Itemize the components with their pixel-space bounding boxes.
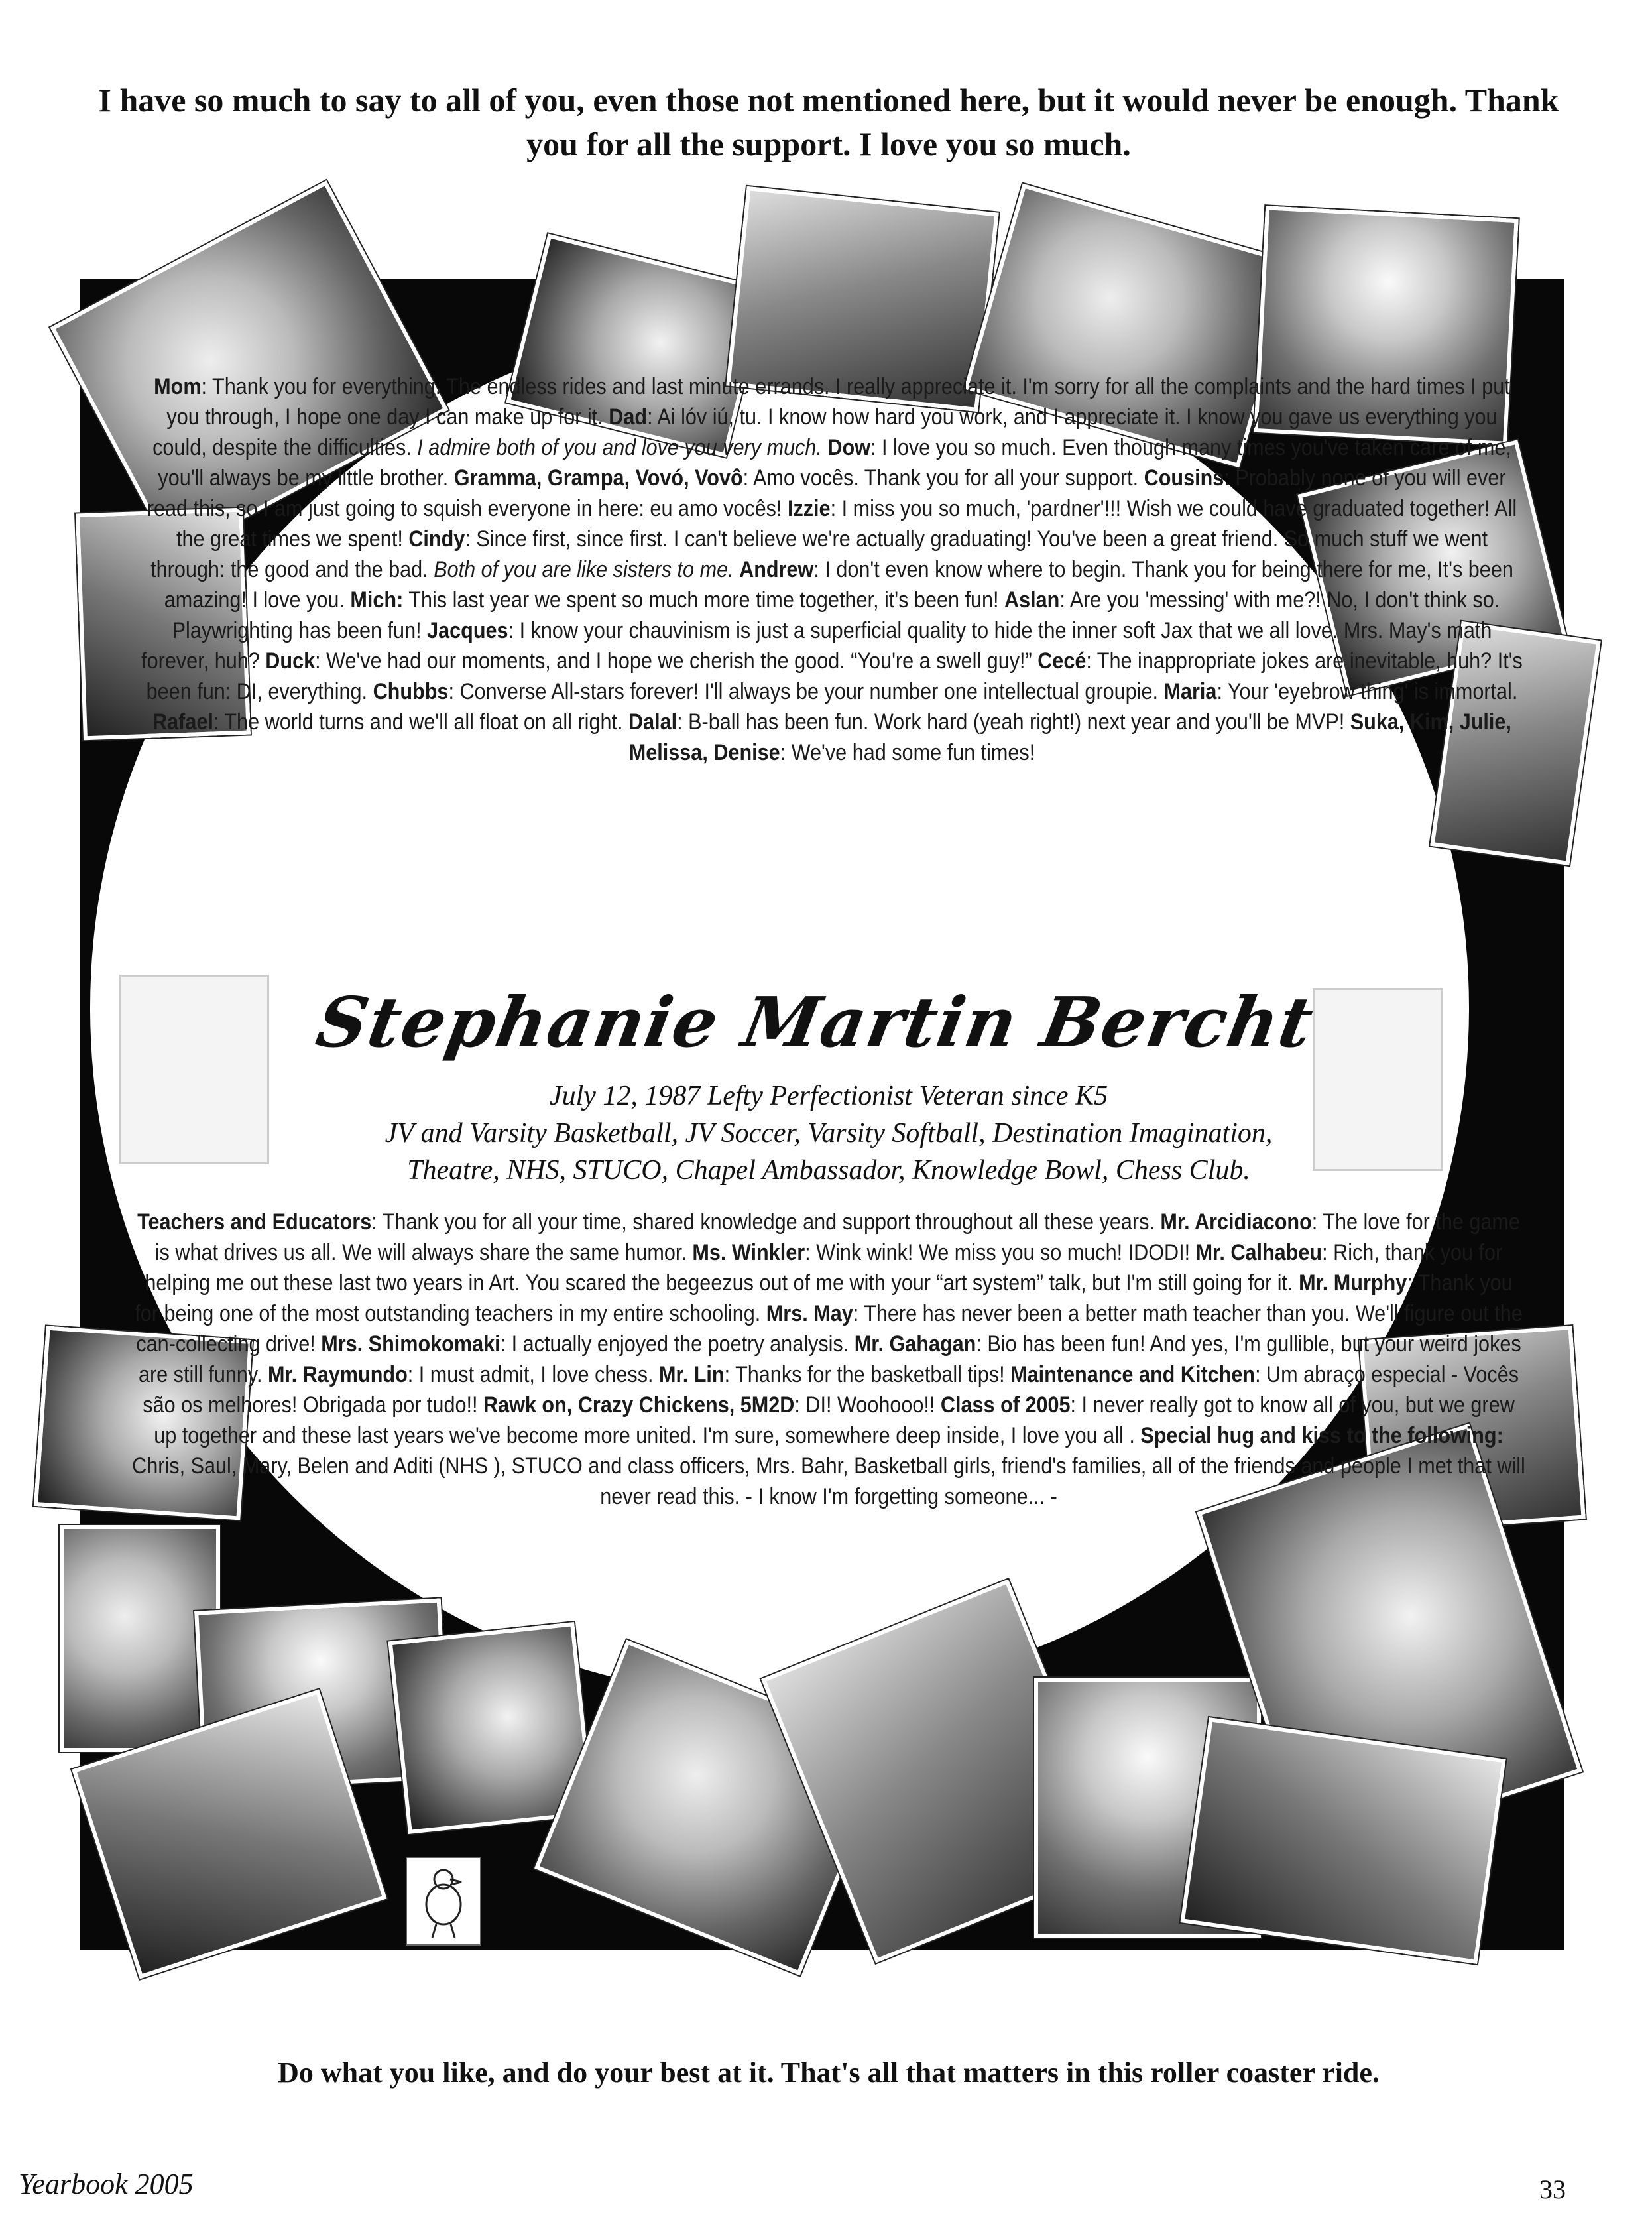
thanks-teachers (131, 1207, 1527, 1512)
thanks-name: Mr. Murphy (1299, 1271, 1407, 1296)
thanks-name: Izzie (787, 496, 831, 521)
thanks-text: : Converse All-stars forever! I'll always be your number one intellectual groupie. (448, 679, 1164, 704)
thanks-text: : I actually enjoyed the poetry analysis. (500, 1332, 855, 1357)
thanks-text: : The love for the game is what drives us all. We will always share the same humor. (154, 1209, 1520, 1265)
yearbook-label: Yearbook 2005 (19, 2168, 194, 2200)
thanks-text: : We've had some fun times! (780, 740, 1035, 765)
senior-name: Stephanie Martin Bercht (310, 981, 1321, 1063)
thanks-text: : I don't even know where to begin. Thank you for being there for me, It's been amazing! I love you. (164, 557, 1513, 613)
thanks-family-friends (137, 371, 1527, 768)
thanks-name: Dalal (628, 710, 678, 735)
photo-group (1180, 1717, 1505, 1964)
thanks-name: Maintenance and Kitchen (1010, 1362, 1256, 1387)
thanks-text: Chris, Saul, Mary, Belen and Aditi (NHS ), STUCO and class officers, Mrs. Bahr, Basketball girls, friend's families, all of the friends and people I met that will never read this. - I know I'm forgetting someone... - (132, 1454, 1525, 1509)
photo-baby (119, 975, 269, 1164)
thanks-name: Class of 2005 (940, 1393, 1071, 1418)
thanks-name: Andrew (739, 557, 814, 582)
thanks-text: : Are you 'messing' with me?! No, I don't think so. Playwrighting has been fun! (172, 588, 1500, 643)
thanks-text: : I never really got to know all of you, but we grew up together and these last years we've become more united. I'm sure, somewhere deep inside, I love you all . (154, 1393, 1515, 1448)
thanks-text: : We've had our moments, and I hope we cherish the good. “You're a swell guy!” (315, 649, 1038, 674)
bio-line: July 12, 1987 Lefty Perfectionist Veteran since K5 (549, 1081, 1108, 1111)
thanks-name: Rawk on, Crazy Chickens, 5M2D (483, 1393, 795, 1418)
thanks-text: : There has never been a better math teacher than you. We'll figure out the can-collecting drive! (136, 1301, 1523, 1357)
thanks-name: Cousins (1144, 465, 1224, 491)
bio-line: JV and Varsity Basketball, JV Soccer, Varsity Softball, Destination Imagination, (384, 1118, 1273, 1148)
thanks-name: Mrs. May (766, 1301, 853, 1326)
thanks-name: Suka, Kim, Julie, Melissa, Denise (628, 710, 1511, 765)
header-message: I have so much to say to all of you, even those not mentioned here, but it would never be enough. Thank you for all the support. I love you so much. (98, 82, 1559, 162)
thanks-text: : Your 'eyebrow thing' is immortal. (1216, 679, 1518, 704)
thanks-text: : DI! Woohooo!! (794, 1393, 941, 1418)
thanks-name: Cindy (408, 527, 465, 552)
thanks-text: : The world turns and we'll all float on all right. (213, 710, 629, 735)
thanks-text: : Thanks for the basketball tips! (724, 1362, 1011, 1387)
thanks-name: Rafael (152, 710, 213, 735)
thanks-name: Dow (827, 435, 871, 460)
thanks-text: : Thank you for all your time, shared knowledge and support throughout all these years. (371, 1209, 1161, 1235)
thanks-name: Mr. Calhabeu (1195, 1240, 1323, 1265)
thanks-text: : Since first, since first. I can't believe we're actually graduating! You've been a great friend. So much stuff we went through: the good and the bad. (150, 527, 1488, 582)
senior-bio (331, 1078, 1326, 1189)
thanks-name: Mr. Arcidiacono (1160, 1209, 1312, 1235)
thanks-name: Mrs. Shimokomaki (321, 1332, 501, 1357)
thanks-italic: I admire both of you and love you very much. (417, 435, 828, 460)
thanks-name: Mr. Lin (659, 1362, 725, 1387)
thanks-text: : Thank you for being one of the most outstanding teachers in my entire schooling. (135, 1271, 1513, 1326)
thanks-text: : Thank you for everything. The endless rides and last minute errands. I really appreciate it. I'm sorry for all the complaints and the hard times I put you through, I hope one day I can make up for it. (166, 374, 1510, 430)
thanks-text: : The inappropriate jokes are inevitable, huh? It's been fun: DI, everything. (146, 649, 1523, 704)
thanks-name: Cecé (1037, 649, 1087, 674)
thanks-text: : B-ball has been fun. Work hard (yeah right!) next year and you'll be MVP! (677, 710, 1350, 735)
closing-message: Do what you like, and do your best at it. That's all that matters in this roller coaster ride. (278, 2056, 1380, 2089)
thanks-name: Duck (265, 649, 316, 674)
thanks-text: : I love you so much. Even though many times you've taken care of me, you'll always be my little brother. (158, 435, 1511, 491)
thanks-text: : Wink wink! We miss you so much! IDODI! (805, 1240, 1196, 1265)
thanks-name: Aslan (1004, 588, 1060, 613)
thanks-name: Gramma, Grampa, Vovó, Vovô (453, 465, 743, 491)
thanks-name: Dad (609, 404, 648, 430)
thanks-text: : Bio has been fun! And yes, I'm gullible, but your weird jokes are still funny. (138, 1332, 1521, 1387)
thanks-name: Maria (1163, 679, 1217, 704)
thanks-text: : Um abraço especial - Vocês são os melhores! Obrigada por tudo!! (143, 1362, 1519, 1418)
thanks-name: Special hug and kiss to the following: (1140, 1423, 1504, 1448)
page-number: 33 (1539, 2174, 1566, 2204)
thanks-text: This last year we spent so much more time together, it's been fun! (403, 588, 1005, 613)
thanks-name: Teachers and Educators (137, 1209, 372, 1235)
bio-line: Theatre, NHS, STUCO, Chapel Ambassador, Knowledge Bowl, Chess Club. (407, 1155, 1250, 1186)
thanks-name: Jacques (427, 618, 508, 643)
thanks-italic: Both of you are like sisters to me. (434, 557, 740, 582)
thanks-name: Ms. Winkler (692, 1240, 805, 1265)
thanks-name: Mich: (350, 588, 404, 613)
duck-drawing-icon (406, 1857, 481, 1946)
thanks-name: Chubbs (373, 679, 449, 704)
thanks-text: : I miss you so much, 'pardner'!!! Wish we could have graduated together! All the great times we spent! (176, 496, 1517, 552)
thanks-text: : I know your chauvinism is just a superficial quality to hide the inner soft Jax that we all love. Mrs. May's math forever, huh? (141, 618, 1492, 674)
thanks-text: : I must admit, I love chess. (407, 1362, 660, 1387)
thanks-text: : Ai lóv iú, tu. I know how hard you work, and I appreciate it. I know you gave us everything you could, despite the difficulties. (152, 404, 1498, 460)
thanks-name: Mr. Gahagan (854, 1332, 976, 1357)
thanks-text: : Amo vocês. Thank you for all your support. (742, 465, 1144, 491)
thanks-text: : Rich, thank you for helping me out these last two years in Art. You scared the begeezus out of me with your “art system” talk, but I'm still going for it. (145, 1240, 1503, 1296)
thanks-text: : Probably none of you will ever read this, so I am just going to squish everyone in here: eu amo vocês! (147, 465, 1506, 521)
thanks-name: Mom (154, 374, 202, 399)
thanks-name: Mr. Raymundo (267, 1362, 408, 1387)
